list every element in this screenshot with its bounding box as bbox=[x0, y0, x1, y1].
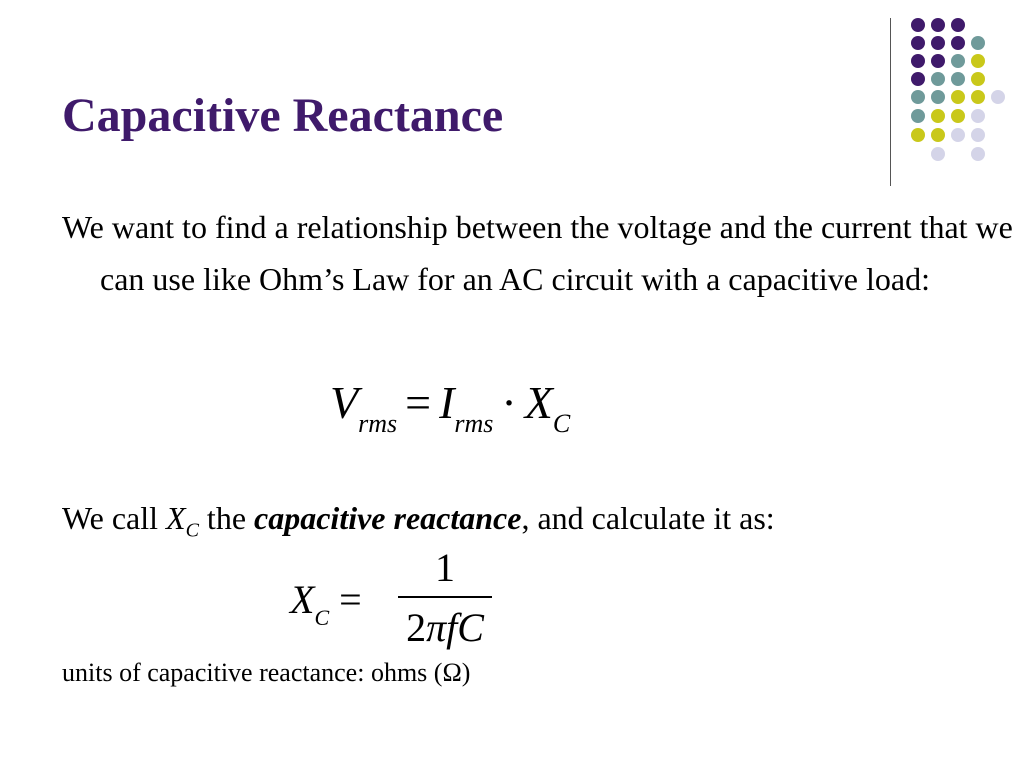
decor-dot bbox=[931, 18, 945, 32]
slide-title: Capacitive Reactance bbox=[62, 89, 504, 142]
intro-paragraph: We want to find a relationship between the voltage and the current that we can use like Ohm’s Law for an AC circuit with a capacitive load: bbox=[62, 209, 1013, 297]
reactance-formula-fraction bbox=[398, 545, 492, 650]
decorative-dot-grid bbox=[0, 0, 1024, 200]
fraction-denominator: 2πfC bbox=[406, 605, 484, 650]
decor-dot bbox=[951, 54, 965, 68]
decor-dot bbox=[951, 18, 965, 32]
decor-dot bbox=[951, 90, 965, 104]
decor-dot bbox=[971, 90, 985, 104]
decor-dot bbox=[991, 90, 1005, 104]
definition-paragraph: We call $X_C$ the capacitive reactance, and calculate it as: bbox=[62, 500, 775, 542]
fraction-numerator: 1 bbox=[435, 545, 455, 590]
decor-dot bbox=[931, 36, 945, 50]
decor-dot bbox=[911, 90, 925, 104]
decor-dot bbox=[951, 128, 965, 142]
decor-dot bbox=[971, 128, 985, 142]
reactance-ohms-law-equation: $V_{rms} = I_{rms} \cdot X_C$ bbox=[330, 377, 571, 438]
decor-dot bbox=[951, 109, 965, 123]
decor-dot bbox=[911, 72, 925, 86]
decor-dot bbox=[931, 54, 945, 68]
decor-dot bbox=[931, 72, 945, 86]
decor-dot bbox=[951, 72, 965, 86]
capacitive-reactance-term: capacitive reactance bbox=[254, 500, 522, 536]
decor-dot bbox=[931, 109, 945, 123]
decor-dot bbox=[911, 36, 925, 50]
decor-dot bbox=[971, 72, 985, 86]
reactance-formula-lhs: $X_C$ = bbox=[290, 577, 362, 630]
decor-dot bbox=[911, 109, 925, 123]
decor-dot bbox=[911, 128, 925, 142]
decor-dot bbox=[971, 54, 985, 68]
decor-dot bbox=[911, 18, 925, 32]
decor-dot bbox=[931, 147, 945, 161]
units-note: units of capacitive reactance: ohms (Ω) bbox=[62, 658, 471, 687]
decor-dot bbox=[971, 36, 985, 50]
decor-dot bbox=[951, 36, 965, 50]
decor-dot bbox=[931, 90, 945, 104]
decor-dot bbox=[931, 128, 945, 142]
decor-dot bbox=[911, 54, 925, 68]
decor-dot bbox=[971, 147, 985, 161]
decor-dot bbox=[971, 109, 985, 123]
